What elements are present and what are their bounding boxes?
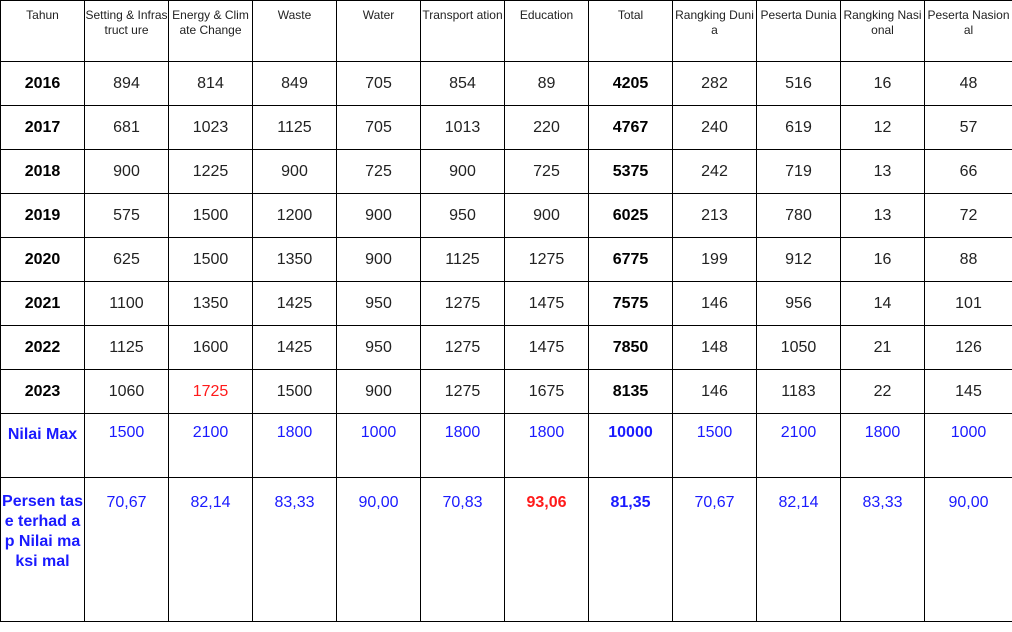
header-setting-infrastructure: Setting & Infrastruct ure	[85, 1, 169, 62]
year-cell: 2018	[1, 150, 85, 194]
table-cell: 282	[673, 62, 757, 106]
max-cell: 1800	[421, 414, 505, 478]
table-cell: 1500	[169, 194, 253, 238]
table-cell: 625	[85, 238, 169, 282]
table-cell: 146	[673, 370, 757, 414]
max-cell: 1800	[841, 414, 925, 478]
percentage-cell: 83,33	[841, 478, 925, 622]
table-cell: 854	[421, 62, 505, 106]
table-cell: 22	[841, 370, 925, 414]
percentage-cell: 70,67	[85, 478, 169, 622]
table-cell: 1050	[757, 326, 841, 370]
table-cell: 1600	[169, 326, 253, 370]
table-cell: 72	[925, 194, 1012, 238]
table-cell: 145	[925, 370, 1012, 414]
header-transportation: Transport ation	[421, 1, 505, 62]
table-cell: 894	[85, 62, 169, 106]
table-row	[1, 370, 1012, 414]
max-cell: 1800	[253, 414, 337, 478]
table-cell: 849	[253, 62, 337, 106]
table-cell: 1500	[169, 238, 253, 282]
table-row	[1, 62, 1012, 106]
table-cell: 1425	[253, 326, 337, 370]
table-cell: 13	[841, 194, 925, 238]
table-cell: 1125	[253, 106, 337, 150]
header-water: Water	[337, 1, 421, 62]
max-total-cell: 10000	[589, 414, 673, 478]
max-cell: 1500	[673, 414, 757, 478]
percentage-cell: 83,33	[253, 478, 337, 622]
table-cell: 681	[85, 106, 169, 150]
table-cell: 101	[925, 282, 1012, 326]
total-cell: 4767	[589, 106, 673, 150]
year-cell: 2022	[1, 326, 85, 370]
table-cell: 14	[841, 282, 925, 326]
table-cell: 705	[337, 62, 421, 106]
total-cell: 8135	[589, 370, 673, 414]
header-total: Total	[589, 1, 673, 62]
table-cell: 13	[841, 150, 925, 194]
table-cell: 900	[337, 194, 421, 238]
table-cell: 220	[505, 106, 589, 150]
header-energy-climate-change: Energy & Climate Change	[169, 1, 253, 62]
table-cell: 950	[337, 326, 421, 370]
highlighted-cell: 1725	[169, 370, 253, 414]
table-cell: 1275	[505, 238, 589, 282]
table-cell: 146	[673, 282, 757, 326]
max-cell: 1000	[925, 414, 1012, 478]
table-cell: 900	[505, 194, 589, 238]
table-cell: 1425	[253, 282, 337, 326]
table-cell: 1675	[505, 370, 589, 414]
header-row	[1, 1, 1012, 62]
max-cell: 2100	[757, 414, 841, 478]
year-cell: 2023	[1, 370, 85, 414]
table-cell: 1023	[169, 106, 253, 150]
header-peserta-nasional: Peserta Nasional	[925, 1, 1012, 62]
table-cell: 66	[925, 150, 1012, 194]
total-cell: 7575	[589, 282, 673, 326]
table-cell: 1475	[505, 282, 589, 326]
table-cell: 1275	[421, 326, 505, 370]
table-cell: 89	[505, 62, 589, 106]
percentage-cell: 70,67	[673, 478, 757, 622]
year-cell: 2021	[1, 282, 85, 326]
table-cell: 516	[757, 62, 841, 106]
table-cell: 719	[757, 150, 841, 194]
table-cell: 900	[85, 150, 169, 194]
table-cell: 1125	[421, 238, 505, 282]
header-tahun: Tahun	[1, 1, 85, 62]
max-value-row	[1, 414, 1012, 478]
table-row	[1, 282, 1012, 326]
table-cell: 1013	[421, 106, 505, 150]
table-cell: 16	[841, 238, 925, 282]
table-cell: 575	[85, 194, 169, 238]
header-waste: Waste	[253, 1, 337, 62]
table-cell: 21	[841, 326, 925, 370]
year-cell: 2017	[1, 106, 85, 150]
table-row	[1, 194, 1012, 238]
table-cell: 900	[421, 150, 505, 194]
table-cell: 725	[505, 150, 589, 194]
table-row	[1, 238, 1012, 282]
table-cell: 619	[757, 106, 841, 150]
max-cell: 2100	[169, 414, 253, 478]
table-cell: 88	[925, 238, 1012, 282]
table-cell: 780	[757, 194, 841, 238]
max-row-label: Nilai Max	[1, 414, 85, 478]
year-cell: 2016	[1, 62, 85, 106]
table-row	[1, 106, 1012, 150]
table-cell: 1225	[169, 150, 253, 194]
table-cell: 1275	[421, 282, 505, 326]
percentage-total-cell: 81,35	[589, 478, 673, 622]
header-rangking-dunia: Rangking Dunia	[673, 1, 757, 62]
table-cell: 900	[337, 238, 421, 282]
table-cell: 126	[925, 326, 1012, 370]
table-cell: 1183	[757, 370, 841, 414]
header-rangking-nasional: Rangking Nasional	[841, 1, 925, 62]
percentage-row	[1, 478, 1012, 622]
table-row	[1, 326, 1012, 370]
table-cell: 1500	[253, 370, 337, 414]
table-cell: 242	[673, 150, 757, 194]
table-cell: 12	[841, 106, 925, 150]
header-peserta-dunia: Peserta Dunia	[757, 1, 841, 62]
table-cell: 48	[925, 62, 1012, 106]
table-cell: 16	[841, 62, 925, 106]
table-cell: 240	[673, 106, 757, 150]
table-cell: 213	[673, 194, 757, 238]
percentage-cell: 90,00	[925, 478, 1012, 622]
table-cell: 950	[421, 194, 505, 238]
year-cell: 2019	[1, 194, 85, 238]
table-cell: 1350	[253, 238, 337, 282]
table-cell: 814	[169, 62, 253, 106]
table-cell: 900	[253, 150, 337, 194]
table-cell: 1275	[421, 370, 505, 414]
table-cell: 950	[337, 282, 421, 326]
table-cell: 57	[925, 106, 1012, 150]
table-cell: 912	[757, 238, 841, 282]
table-cell: 1200	[253, 194, 337, 238]
total-cell: 6025	[589, 194, 673, 238]
total-cell: 6775	[589, 238, 673, 282]
table-cell: 148	[673, 326, 757, 370]
percentage-cell: 70,83	[421, 478, 505, 622]
max-cell: 1000	[337, 414, 421, 478]
percentage-cell: 82,14	[757, 478, 841, 622]
max-cell: 1800	[505, 414, 589, 478]
table-cell: 900	[337, 370, 421, 414]
table-cell: 725	[337, 150, 421, 194]
header-education: Education	[505, 1, 589, 62]
percentage-cell: 90,00	[337, 478, 421, 622]
table-cell: 1125	[85, 326, 169, 370]
table-cell: 199	[673, 238, 757, 282]
table-cell: 1060	[85, 370, 169, 414]
percentage-row-label: Persen tase terhad ap Nilai maksi mal	[1, 478, 85, 622]
table-row	[1, 150, 1012, 194]
highlighted-percentage-cell: 93,06	[505, 478, 589, 622]
table-cell: 1100	[85, 282, 169, 326]
max-cell: 1500	[85, 414, 169, 478]
table-cell: 1350	[169, 282, 253, 326]
table-cell: 956	[757, 282, 841, 326]
total-cell: 7850	[589, 326, 673, 370]
total-cell: 5375	[589, 150, 673, 194]
year-cell: 2020	[1, 238, 85, 282]
percentage-cell: 82,14	[169, 478, 253, 622]
table-cell: 1475	[505, 326, 589, 370]
total-cell: 4205	[589, 62, 673, 106]
table-cell: 705	[337, 106, 421, 150]
